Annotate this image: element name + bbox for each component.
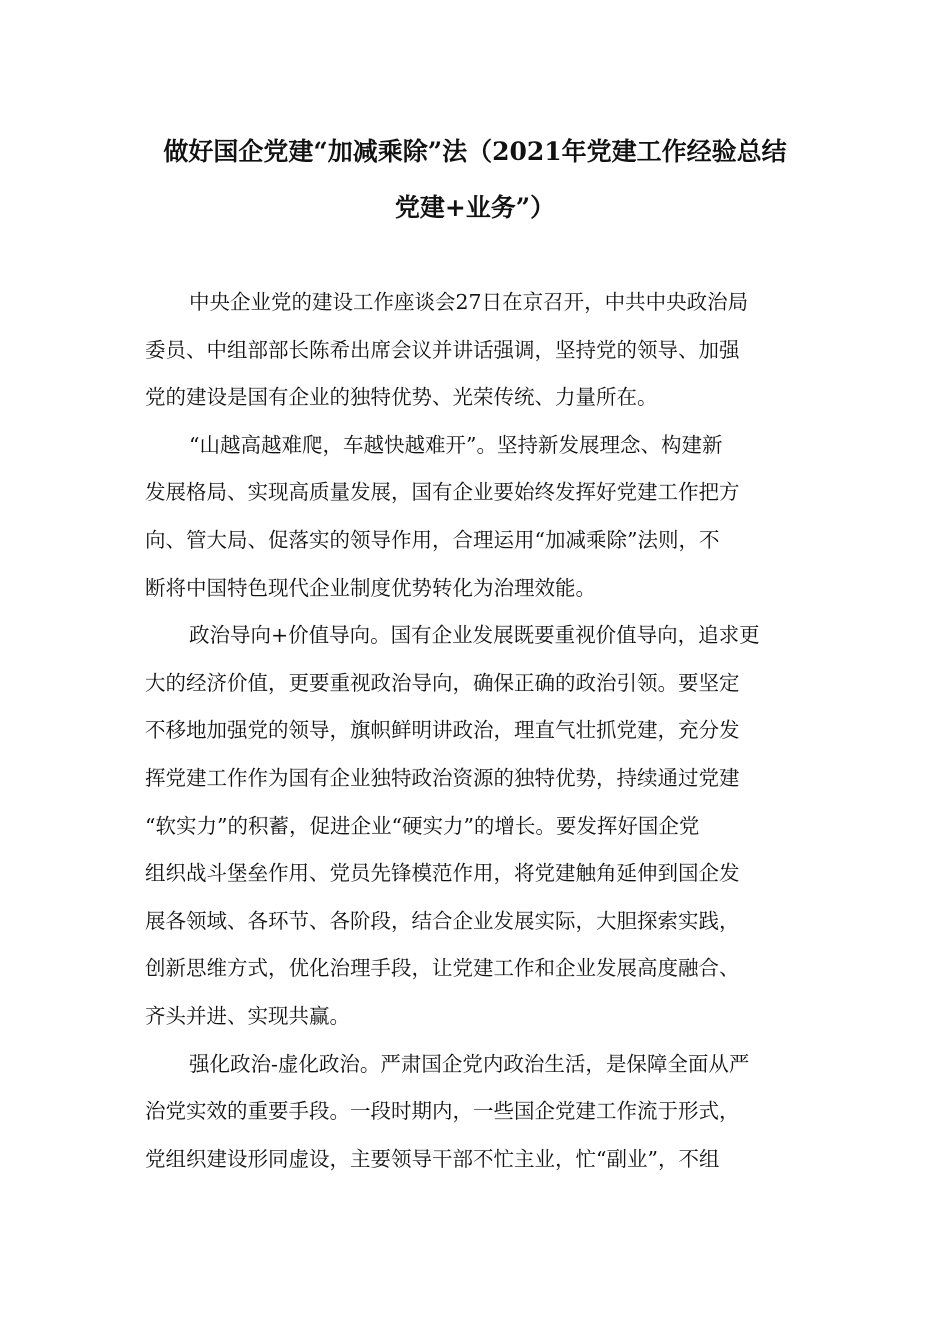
- paragraph-line: 治党实效的重要手段。一段时期内，一些国企党建工作流于形式，: [145, 1099, 740, 1124]
- paragraph: [145, 1041, 807, 1184]
- paragraph-line: “山越高越难爬，车越快越难开”。坚持新发展理念、构建新: [189, 432, 723, 457]
- paragraph-line: 强化政治-虚化政治。严肃国企党内政治生活，是保障全面从严: [189, 1051, 750, 1076]
- paragraph-line: “软实力”的积蓄，促进企业“硬实力”的增长。要发挥好国企党: [145, 813, 700, 838]
- paragraph: [145, 422, 807, 612]
- paragraph-line: 党组织建设形同虚设，主要领导干部不忙主业，忙“副业”，不组: [145, 1146, 720, 1171]
- paragraph-line: 发展格局、实现高质量发展，国有企业要始终发挥好党建工作把方: [145, 480, 740, 505]
- paragraph-line: 齐头并进、实现共赢。: [145, 1003, 350, 1028]
- paragraph: [145, 612, 807, 1040]
- paragraph: [145, 279, 807, 422]
- paragraph-line: 党的建设是国有企业的独特优势、光荣传统、力量所在。: [145, 385, 658, 410]
- paragraph-line: 不移地加强党的领导，旗帜鲜明讲政治，理直气壮抓党建，充分发: [145, 718, 740, 743]
- paragraph-line: 挥党建工作作为国有企业独特政治资源的独特优势，持续通过党建: [145, 765, 740, 790]
- paragraph-line: 中央企业党的建设工作座谈会27日在京召开，中共中央政治局: [189, 290, 749, 314]
- paragraph-line: 政治导向+价值导向。国有企业发展既要重视价值导向，追求更: [189, 623, 760, 648]
- paragraph-line: 委员、中组部部长陈希出席会议并讲话强调，坚持党的领导、加强: [145, 337, 740, 362]
- paragraph-line: 断将中国特色现代企业制度优势转化为治理效能。: [145, 575, 596, 600]
- paragraph-line: 展各领域、各环节、各阶段，结合企业发展实际，大胆探索实践，: [145, 908, 740, 933]
- title-line: 做好国企党建“加减乘除”法（2021年党建工作经验总结: [163, 137, 787, 166]
- document-body: [145, 279, 807, 1183]
- paragraph-line: 创新思维方式，优化治理手段，让党建工作和企业发展高度融合、: [145, 956, 740, 981]
- document-title: [140, 124, 810, 236]
- title-line: 党建+业务”）: [394, 193, 556, 222]
- paragraph-line: 向、管大局、促落实的领导作用，合理运用“加减乘除”法则，不: [145, 527, 720, 552]
- paragraph-line: 大的经济价值，更要重视政治导向，确保正确的政治引领。要坚定: [145, 670, 740, 695]
- paragraph-line: 组织战斗堡垒作用、党员先锋模范作用，将党建触角延伸到国企发: [145, 861, 740, 886]
